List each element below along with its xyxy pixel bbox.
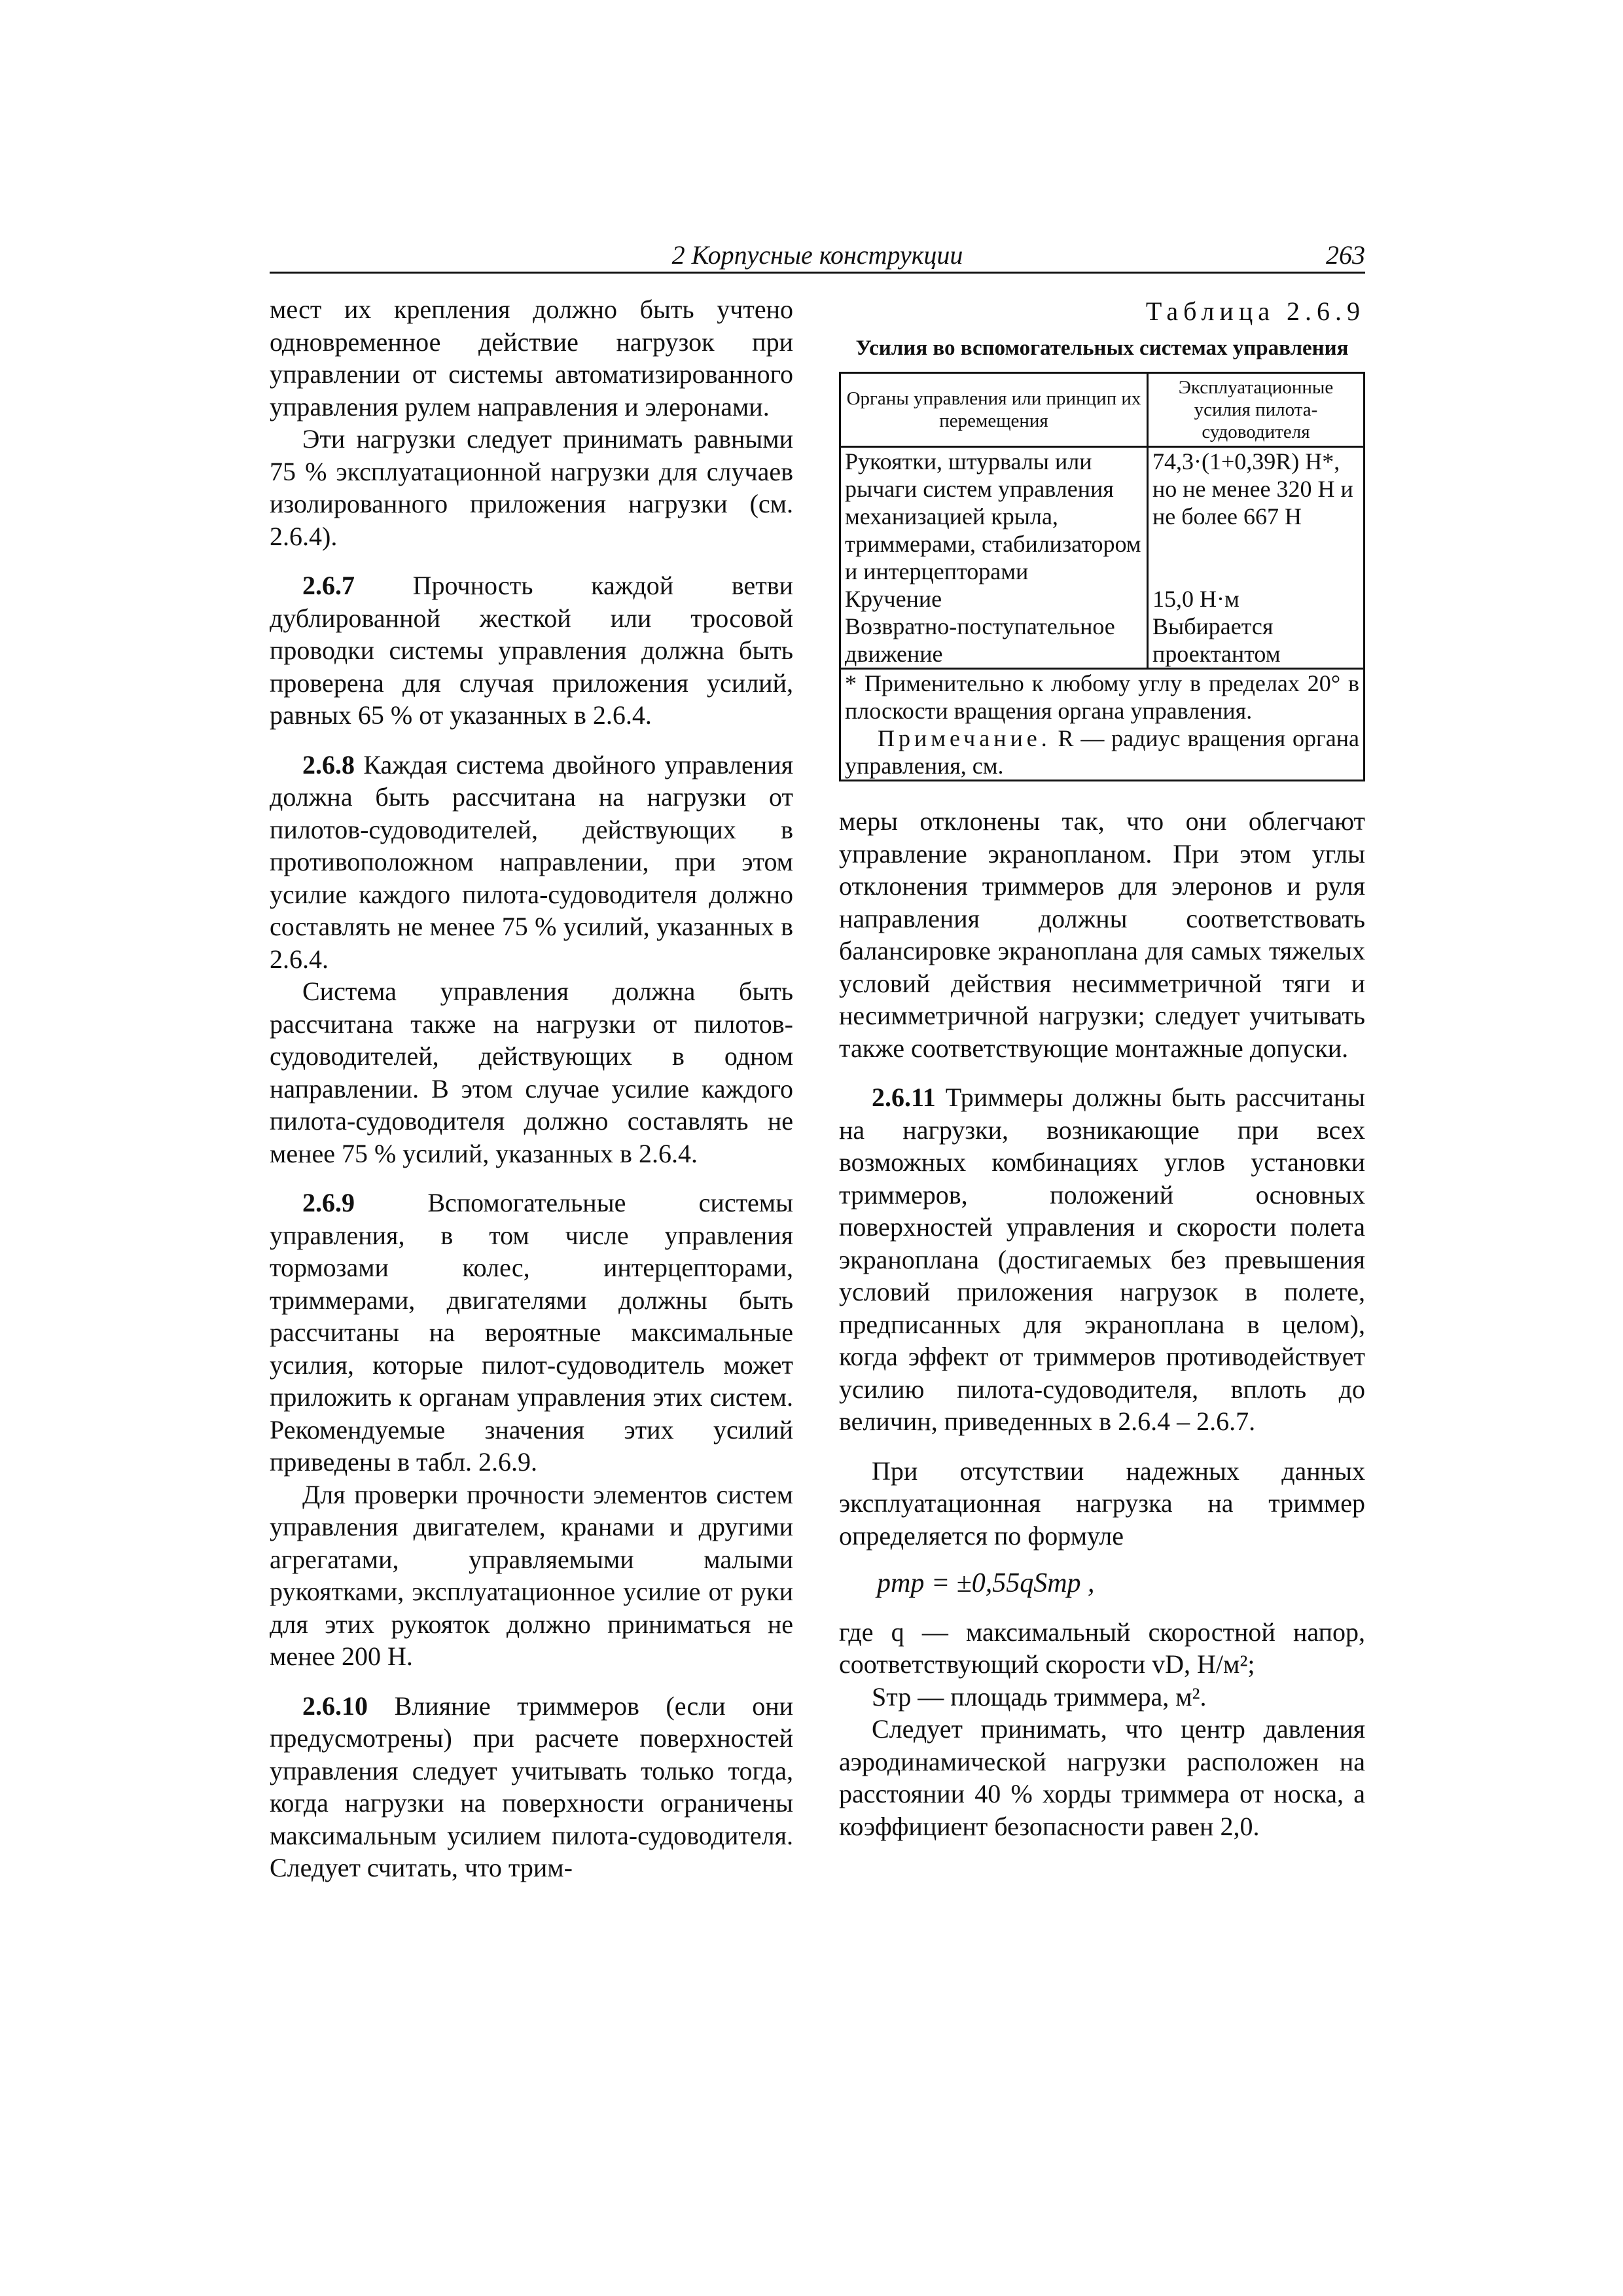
section-2-6-11 <box>839 1081 1365 1438</box>
table-cell: 15,0 Н·м <box>1152 586 1240 612</box>
note-label: Примечание. <box>878 725 1051 751</box>
paragraph: При отсутствии надежных данных эксплуатационная нагрузка на триммер определяется по формуле <box>839 1456 1365 1551</box>
table-header-row <box>841 374 1363 448</box>
table-notes <box>841 668 1363 780</box>
paragraph: Для проверки прочности элементов систем управления двигателем, кранами и другими агрегатами, управляемыми малыми рукоятками, эксплуатационное усилие от руки для этих рукояток должно приниматься не менее 200 Н. <box>270 1479 793 1671</box>
section-text: Вспомогательные системы управления, в том числе управления тормозами колес, интерцепторами, триммерами, двигателями должны быть рассчитаны на вероятные максимальные усилия, которые пилот-судоводитель может приложить к органам управления этих систем. Рекомендуемые значения этих усилий приведены в табл. 2.6.9. <box>270 1188 793 1477</box>
section-2-6-9 <box>270 1187 793 1479</box>
paragraph: меры отклонены так, что они облегчают управление экранопланом. При этом углы отклонения триммеров для элеронов и руля направления должны соответствовать балансировке экраноплана для самых тяжелых условий действия несимметричной тяги и несимметричной нагрузки; следует учитывать также соответствующие монтажные допуски. <box>839 806 1365 1063</box>
table-caption: Таблица 2.6.9 <box>1145 296 1365 326</box>
column-header: Эксплуатационные усилия пилота-судоводителя <box>1178 377 1334 442</box>
running-header <box>270 237 1365 274</box>
forces-table <box>839 372 1365 781</box>
paragraph: Sтр — площадь триммера, м². <box>872 1681 1207 1712</box>
section-text: Прочность каждой ветви дублированной жесткой или тросовой проводки системы управления должна быть проверена для случая приложения усилий, равных 65 % от указанных в 2.6.4. <box>270 571 793 730</box>
paragraph: Эти нагрузки следует принимать равными 75 % эксплуатационной нагрузки для случаев изолированного приложения нагрузки (см. 2.6.4). <box>270 424 793 551</box>
section-number: 2.6.9 <box>302 1188 355 1217</box>
section-number: 2.6.10 <box>302 1691 368 1721</box>
table-row <box>841 585 1363 613</box>
right-column <box>839 805 1365 1842</box>
section-2-6-7 <box>270 569 793 732</box>
section-number: 2.6.8 <box>302 749 355 780</box>
paragraph: Система управления должна быть рассчитана также на нагрузки от пилотов-судоводителей, действующих в одном направлении. В этом случае усилие каждого пилота-судоводителя должно составлять не менее 75 % усилий, указанных в 2.6.4. <box>270 977 793 1168</box>
table-cell: Выбирается проектантом <box>1152 613 1281 667</box>
table-title: Усилия во вспомогательных системах управления <box>855 336 1349 360</box>
paragraph: Следует принимать, что центр давления аэродинамической нагрузки расположен на расстоянии 40 % хорды триммера от носка, а коэффициент безопасности равен 2,0. <box>839 1714 1365 1841</box>
chapter-title: 2 Корпусные конструкции <box>671 240 963 270</box>
page-number: 263 <box>1326 240 1365 270</box>
table-footnote: * Применительно к любому углу в пределах 20° в плоскости вращения органа управления. <box>845 670 1359 724</box>
section-text: Триммеры должны быть рассчитаны на нагрузки, возникающие при всех возможных комбинациях углов установки триммеров, положений основных поверхностей управления и скорости полета экраноплана (достигаемых без превышения условий приложения нагрузок в полете, предписанных для экраноплана в целом), когда эффект от триммеров противодействует усилию пилота-судоводителя, вплоть до величин, приведенных в 2.6.4 – 2.6.7. <box>839 1083 1365 1436</box>
section-text: Влияние триммеров (если они предусмотрены) при расчете поверхностей управления следует учитывать только тогда, когда нагрузки на поверхности ограничены максимальным усилием пилота-судоводителя. Следует считать, что трим- <box>270 1691 793 1882</box>
paragraph: где q — максимальный скоростной напор, соответствующий скорости vD, Н/м²; <box>839 1617 1365 1679</box>
table-cell: Возвратно-поступательное движение <box>841 613 1149 668</box>
section-number: 2.6.7 <box>302 571 355 600</box>
section-text: Каждая система двойного управления должна быть рассчитана на нагрузки от пилотов-судоводителей, действующих в противоположном направлении, при этом усилие каждого пилота-судоводителя должно составлять не менее 75 % усилий, указанных в 2.6.4. <box>270 749 793 974</box>
note-text: R — радиус вращения органа управления, см. <box>845 725 1359 779</box>
left-column <box>270 293 793 1884</box>
paragraph: мест их крепления должно быть учтено одновременное действие нагрузок при управлении от системы автоматизированного управления рулем направления и элеронами. <box>270 295 793 422</box>
section-number: 2.6.11 <box>872 1083 936 1112</box>
table-cell: Кручение <box>841 585 1149 613</box>
table-cell: Рукоятки, штурвалы или рычаги систем управления механизацией крыла, триммерами, стабилизатором и интерцепторами <box>841 448 1149 585</box>
section-2-6-8 <box>270 749 793 976</box>
table-note <box>845 725 1359 780</box>
table-row <box>841 448 1363 585</box>
header-rule <box>270 272 1365 274</box>
section-2-6-10 <box>270 1690 793 1884</box>
table-cell: 74,3·(1+0,39R) Н*, но не менее 320 Н и не более 667 Н <box>1152 448 1353 529</box>
column-header: Органы управления или принцип их перемещения <box>841 374 1149 446</box>
formula: pтр = ±0,55qSтр , <box>877 1568 1095 1598</box>
table-row <box>841 613 1363 668</box>
